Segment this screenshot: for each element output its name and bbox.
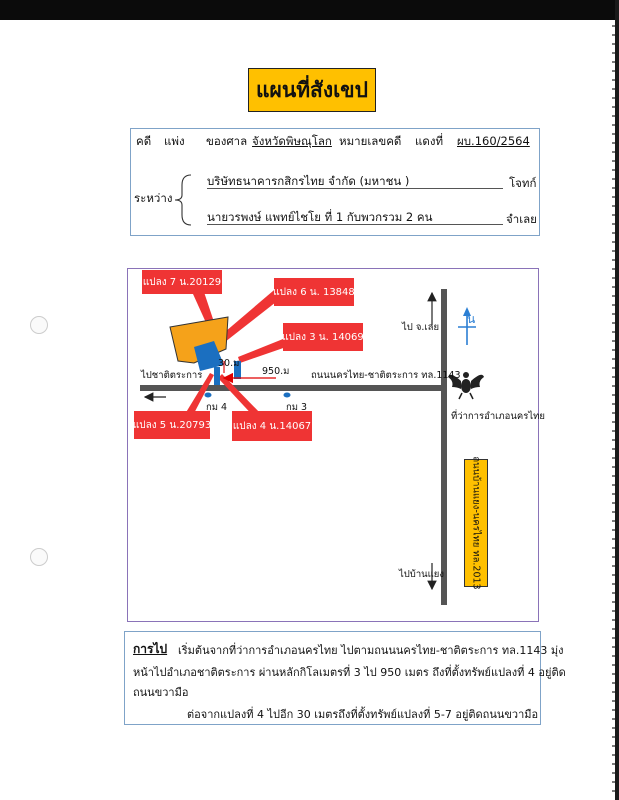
- scan-right-edge: [615, 0, 619, 800]
- side-road-label: [464, 456, 488, 590]
- district-office-label: ที่ว่าการอำเภอนครไทย: [451, 411, 545, 422]
- case-info-box: [130, 128, 540, 236]
- parcel-7-label: แปลง 7 น.20129: [142, 270, 222, 294]
- km4-label: กม 4: [206, 402, 228, 413]
- side-road-label-text: ถนนบ้านแยง-นครไทย ทล.2013: [470, 456, 482, 590]
- distance-30-label: 30.ม: [218, 358, 240, 369]
- directions-line-3: ถนนขวามือ: [133, 686, 189, 699]
- defendant-name: นายวรพงษ์ แพทย์ไชโย ที่ 1 กับพวกรวม 2 คน: [207, 210, 433, 224]
- to-chattrakan-label: ไปชาติตระการ: [141, 370, 203, 381]
- plaintiff-underline: [207, 188, 503, 189]
- to-ban-yaeng-label: ไปบ้านแยง: [399, 569, 444, 580]
- defendant-underline: [207, 224, 503, 225]
- km3-post-icon: [284, 393, 291, 398]
- directions-heading: การไป: [133, 642, 168, 656]
- directions-line-2: หน้าไปอำเภอชาติตระการ ผ่านหลักกิโลเมตรที่ 3 ไป 950 เมตร ถึงที่ตั้งทรัพย์แปลงที่ 4 อยู่ติด: [133, 666, 566, 679]
- plaintiff-name: บริษัทธนาคารกสิกรไทย จำกัด (มหาชน ): [207, 174, 410, 188]
- side-road: [441, 289, 447, 605]
- to-loei-label: ไป จ.เลย: [402, 322, 440, 333]
- directions-line-4: ต่อจากแปลงที่ 4 ไปอีก 30 เมตรถึงที่ตั้งทรัพย์แปลงที่ 5-7 อยู่ติดถนนขวามือ: [187, 708, 539, 721]
- scan-edge-marks: [612, 25, 615, 795]
- main-road: [140, 385, 444, 391]
- distance-950-label: 950.ม: [262, 366, 290, 377]
- parcel-6-label: แปลง 6 น. 13848: [274, 278, 354, 306]
- directions-line-1: เริ่มต้นจากที่ว่าการอำเภอนครไทย ไปตามถนนนครไทย-ชาติตระการ ทล.1143 มุ่ง: [178, 644, 564, 657]
- brace-icon: [173, 173, 195, 227]
- parcel-5-label: แปลง 5 น.20793: [134, 411, 210, 439]
- parcel-4-label: แปลง 4 น.14067: [232, 411, 312, 441]
- court-name: จังหวัดพิษณุโลก: [252, 134, 332, 148]
- parcel-3-label: แปลง 3 น. 14069: [283, 323, 363, 351]
- north-label: น: [467, 312, 476, 326]
- case-type: แพ่ง: [164, 134, 185, 148]
- case-number: ผบ.160/2564: [457, 134, 530, 148]
- case-label: คดี: [136, 134, 152, 148]
- red-number-label: แดงที่: [415, 134, 444, 148]
- page-title: แผนที่สังเขป: [248, 68, 376, 112]
- defendant-role: จำเลย: [506, 212, 537, 226]
- km4-post-icon: [205, 393, 212, 398]
- plaintiff-role: โจทก์: [509, 176, 537, 190]
- main-road-label: ถนนนครไทย-ชาติตระการ ทล.1143: [311, 370, 461, 381]
- punch-hole-bottom: [30, 548, 48, 566]
- km3-label: กม 3: [286, 402, 308, 413]
- scan-top-border: [0, 0, 619, 20]
- court-label: ของศาล: [206, 134, 248, 148]
- directions-box: [124, 631, 566, 725]
- punch-hole-top: [30, 316, 48, 334]
- between-label: ระหว่าง: [134, 191, 173, 205]
- case-number-label: หมายเลขคดี: [339, 134, 402, 148]
